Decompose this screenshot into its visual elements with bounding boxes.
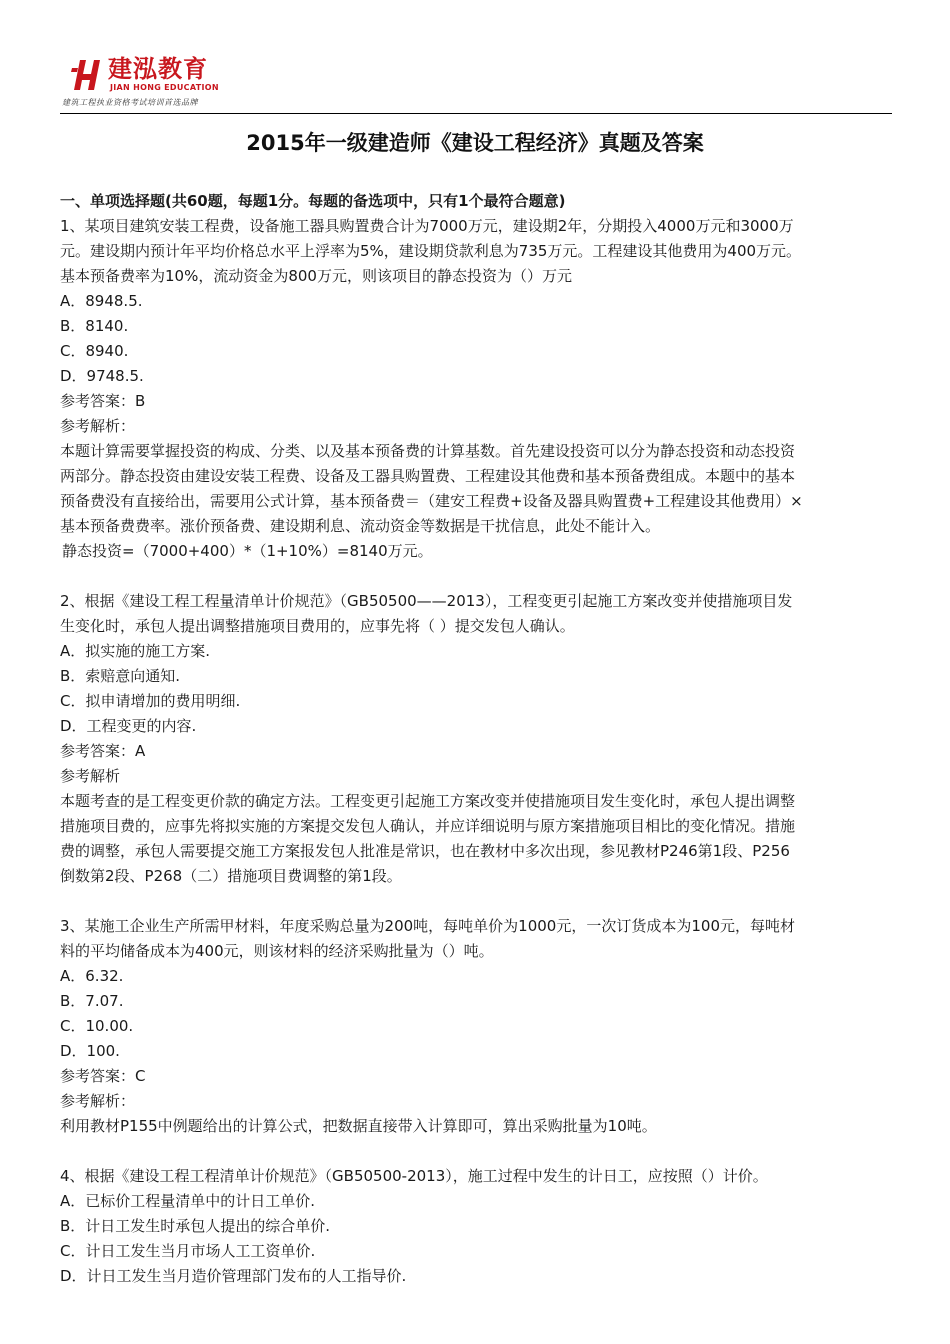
question-text-line: 3、某施工企业生产所需甲材料，年度采购总量为200吨，每吨单价为1000元，一次订货成本为100元，每吨材 [60,917,795,935]
option-d: D．9748.5. [60,367,144,385]
section-heading: 一、单项选择题(共60题，每题1分。每题的备选项中，只有1个最符合题意) [60,192,566,210]
analysis-line: 本题考查的是工程变更价款的确定方法。工程变更引起施工方案改变并使措施项目发生变化时，承包人提出调整 [60,792,796,810]
analysis-line: 倒数第2段、P268（二）措施项目费调整的第1段。 [60,867,402,885]
analysis-line: 本题计算需要掌握投资的构成、分类、以及基本预备费的计算基数。首先建设投资可以分为静态投资和动态投资 [60,442,796,460]
logo-english-name: JIAN HONG EDUCATION [110,83,219,92]
question-2 [60,589,896,889]
question-text-line: 元。建设期内预计年平均价格总水平上浮率为5%，建设期贷款利息为735万元。工程建设其他费用为400万元。 [60,242,802,260]
option-d: D．100. [60,1042,120,1060]
option-b: B．7.07. [60,992,124,1010]
question-text-line: 料的平均储备成本为400元，则该材料的经济采购批量为（）吨。 [60,942,494,960]
analysis-line: 静态投资=（7000+400）*（1+10%）=8140万元。 [62,542,433,560]
option-a: A．8948.5. [60,292,143,310]
question-text-line: 4、根据《建设工程工程清单计价规范》（GB50500-2013），施工过程中发生的计日工，应按照（）计价。 [60,1167,768,1185]
option-c: C．计日工发生当月市场人工工资单价. [60,1242,316,1260]
option-c: C．8940. [60,342,129,360]
analysis-line: 措施项目费的，应事先将拟实施的方案提交发包人确认，并应详细说明与原方案措施项目相比的变化情况。措施 [60,817,796,835]
document-body [60,189,896,1289]
analysis-line: 预备费没有直接给出，需要用公式计算，基本预备费＝（建安工程费+设备及器具购置费+工程建设其他费用）× [60,492,803,510]
analysis-label: 参考解析： [60,417,136,435]
option-a: A．已标价工程量清单中的计日工单价. [60,1192,316,1210]
document-title: 2015年一级建造师《建设工程经济》真题及答案 [246,131,704,155]
spacer [60,1139,896,1164]
spacer [60,889,896,914]
question-text-line: 生变化时，承包人提出调整措施项目费用的，应事先将（ ）提交发包人确认。 [60,617,575,635]
option-a: A．拟实施的施工方案. [60,642,211,660]
question-text-line: 基本预备费率为10%，流动资金为800万元，则该项目的静态投资为（）万元 [60,267,572,285]
option-c: C．10.00. [60,1017,134,1035]
spacer [60,564,896,589]
reference-answer: 参考答案：B [60,392,146,410]
option-c: C．拟申请增加的费用明细. [60,692,241,710]
question-4 [60,1164,896,1289]
option-b: B．计日工发生时承包人提出的综合单价. [60,1217,331,1235]
analysis-line: 两部分。静态投资由建设安装工程费、设备及工器具购置费、工程建设其他费和基本预备费组成。本题中的基本 [60,467,796,485]
question-text-line: 1、某项目建筑安装工程费，设备施工器具购置费合计为7000万元，建设期2年，分期投入4000万元和3000万 [60,217,794,235]
option-d: D．工程变更的内容. [60,717,197,735]
logo-slogan: 建筑工程执业资格考试培训首选品牌 [62,98,198,107]
question-text-line: 2、根据《建设工程工程量清单计价规范》（GB50500——2013），工程变更引起施工方案改变并使措施项目发 [60,592,793,610]
header-divider [60,113,892,114]
reference-answer: 参考答案：A [60,742,146,760]
logo-chinese-name: 建泓教育 [108,55,208,83]
question-3 [60,914,896,1139]
reference-answer: 参考答案：C [60,1067,146,1085]
analysis-label: 参考解析 [60,767,121,785]
analysis-label: 参考解析： [60,1092,136,1110]
jianhong-logo-icon [70,56,104,92]
analysis-line: 费的调整，承包人需要提交施工方案报发包人批准是常识，也在教材中多次出现，参见教材P246第1段、P256 [60,842,790,860]
option-b: B．索赔意向通知. [60,667,181,685]
page-header [60,52,892,114]
option-a: A．6.32. [60,967,124,985]
analysis-line: 基本预备费费率。涨价预备费、建设期利息、流动资金等数据是干扰信息，此处不能计入。 [60,517,661,535]
analysis-line: 利用教材P155中例题给出的计算公式，把数据直接带入计算即可，算出采购批量为10吨。 [60,1117,657,1135]
option-b: B．8140. [60,317,129,335]
option-d: D．计日工发生当月造价管理部门发布的人工指导价. [60,1267,407,1285]
question-1 [60,214,896,564]
